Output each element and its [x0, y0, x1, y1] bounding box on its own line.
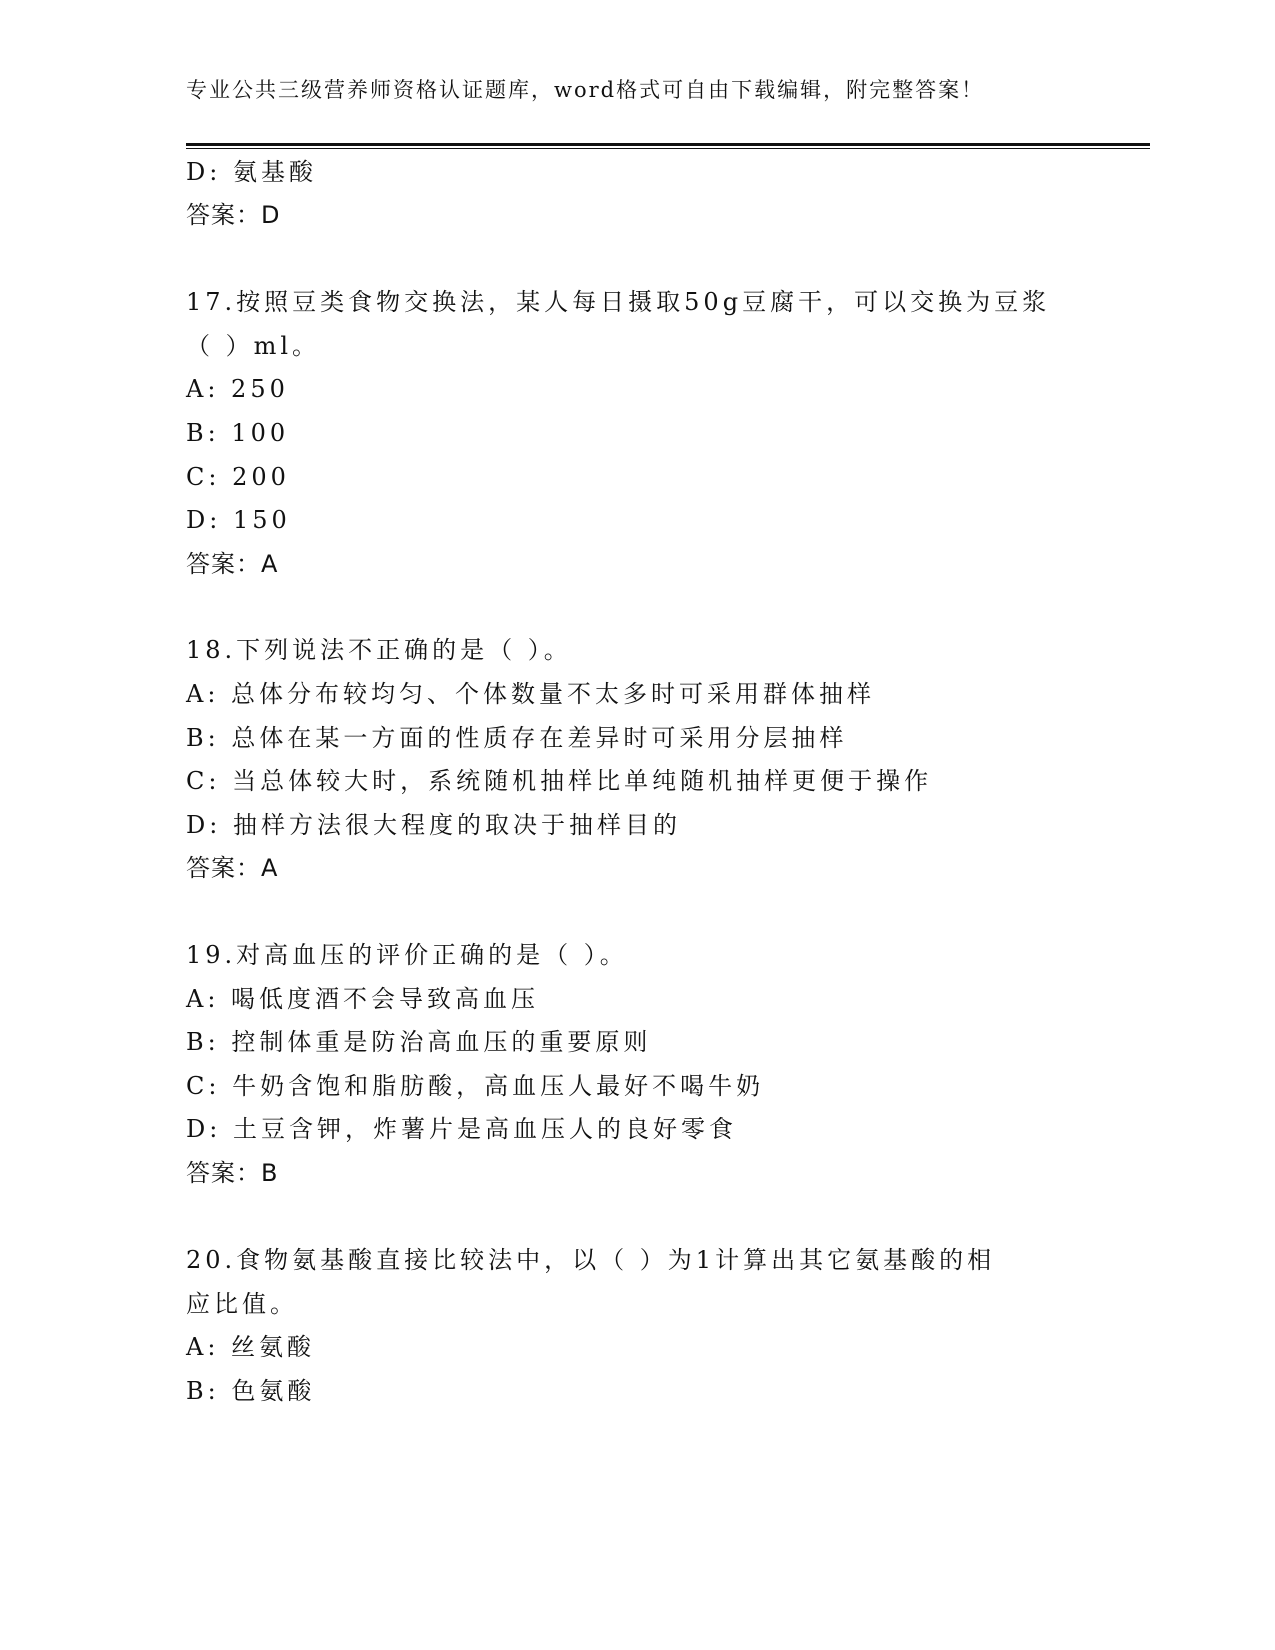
header-rule-thin [186, 148, 1150, 149]
option-d: D: 抽样方法很大程度的取决于抽样目的 [186, 811, 681, 839]
header-rule-thick [186, 143, 1150, 146]
option-a: A: 丝氨酸 [186, 1333, 316, 1361]
question-stem: 18.下列说法不正确的是（ ）。 [186, 636, 572, 664]
option-a: A: 250 [186, 375, 289, 403]
option-a: A: 总体分布较均匀、个体数量不太多时可采用群体抽样 [186, 680, 876, 708]
option-a: A: 喝低度酒不会导致高血压 [186, 985, 540, 1013]
option-b: B: 总体在某一方面的性质存在差异时可采用分层抽样 [186, 724, 848, 752]
answer: 答案：A [186, 550, 279, 578]
question-stem-cont: （ ）ml。 [186, 332, 321, 360]
answer: 答案：B [186, 1159, 279, 1187]
answer: 答案：D [186, 201, 281, 229]
answer: 答案：A [186, 854, 279, 882]
question-stem: 17.按照豆类食物交换法，某人每日摄取50g豆腐干，可以交换为豆浆 [186, 288, 1051, 316]
option-d: D: 土豆含钾，炸薯片是高血压人的良好零食 [186, 1115, 737, 1143]
option-c: C: 200 [186, 463, 290, 491]
option-b: B: 色氨酸 [186, 1377, 316, 1405]
option-c: C: 牛奶含饱和脂肪酸，高血压人最好不喝牛奶 [186, 1072, 765, 1100]
question-stem: 19.对高血压的评价正确的是（ ）。 [186, 941, 628, 969]
option-d: D: 氨基酸 [186, 158, 317, 186]
option-c: C: 当总体较大时，系统随机抽样比单纯随机抽样更便于操作 [186, 767, 933, 795]
option-d: D: 150 [186, 506, 291, 534]
question-stem-cont: 应比值。 [186, 1290, 298, 1318]
option-b: B: 控制体重是防治高血压的重要原则 [186, 1028, 652, 1056]
option-b: B: 100 [186, 419, 290, 447]
page-header: 专业公共三级营养师资格认证题库，word格式可自由下载编辑，附完整答案！ [186, 78, 985, 102]
question-stem: 20.食物氨基酸直接比较法中，以（ ）为1计算出其它氨基酸的相 [186, 1246, 996, 1274]
